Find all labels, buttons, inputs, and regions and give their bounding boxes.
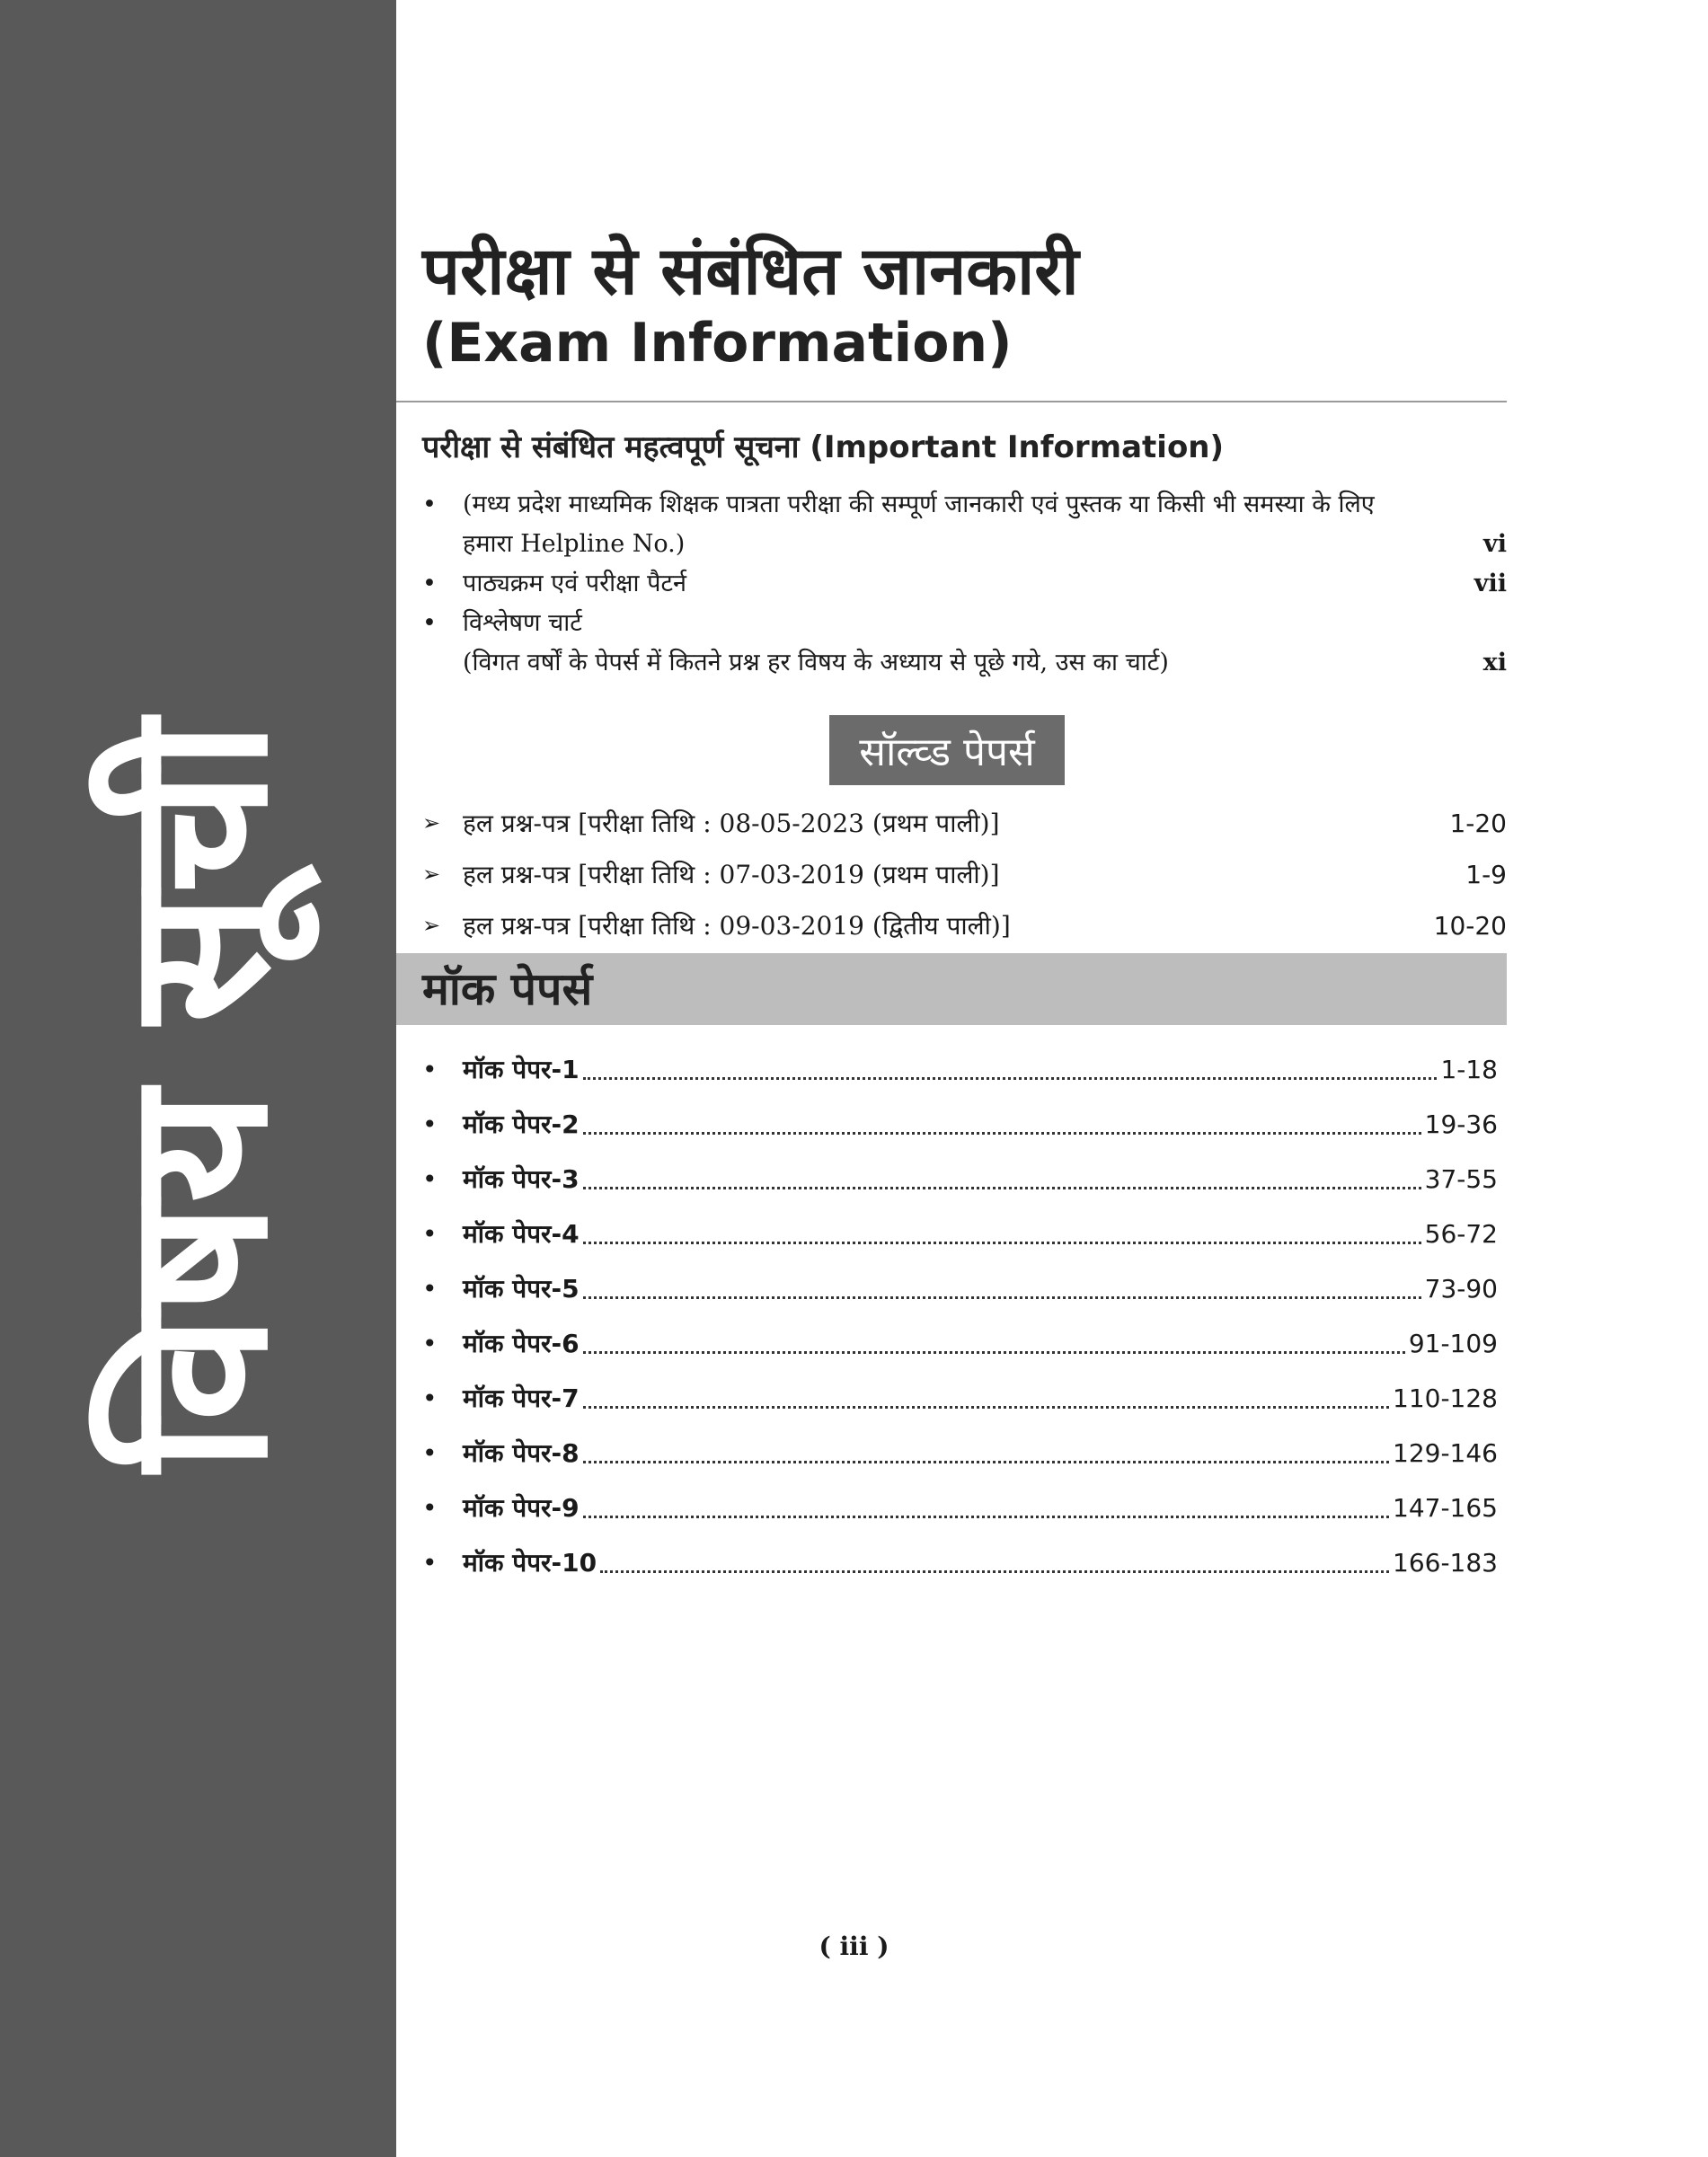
arrow-bullet-icon: ➢ bbox=[422, 913, 441, 938]
solved-papers-heading: सॉल्व्ड पेपर्स bbox=[829, 715, 1065, 785]
mock-paper-page: 37-55 bbox=[1424, 1164, 1498, 1194]
mock-paper-page: 73-90 bbox=[1424, 1274, 1498, 1304]
important-item-text: (मध्य प्रदेश माध्यमिक शिक्षक पात्रता परीक्षा की सम्पूर्ण जानकारी एवं पुस्तक या किसी भी समस्या के लिए हमारा Helpline No.) bbox=[463, 491, 1375, 558]
important-item-text: विश्लेषण चार्ट bbox=[463, 609, 582, 637]
solved-paper-page: 10-20 bbox=[1433, 911, 1507, 941]
important-list bbox=[422, 485, 1507, 683]
mock-paper-item[interactable] bbox=[422, 1535, 1498, 1590]
sidebar-band bbox=[0, 0, 396, 2157]
mock-paper-item[interactable] bbox=[422, 1371, 1498, 1426]
dot-leader bbox=[583, 1077, 1438, 1080]
important-item-text: पाठ्यक्रम एवं परीक्षा पैटर्न bbox=[463, 570, 687, 597]
bullet-icon: • bbox=[422, 491, 437, 518]
mock-paper-label: मॉक पेपर-6 bbox=[463, 1329, 580, 1358]
important-item-page: vi bbox=[1483, 530, 1507, 558]
bullet-icon: • bbox=[422, 1274, 438, 1304]
mock-paper-page: 129-146 bbox=[1393, 1438, 1498, 1468]
dot-leader bbox=[583, 1461, 1389, 1463]
important-item-text: (विगत वर्षों के पेपर्स में कितने प्रश्न हर विषय के अध्याय से पूछे गये, उस का चार्ट) bbox=[463, 649, 1169, 676]
mock-paper-label: मॉक पेपर-10 bbox=[463, 1548, 597, 1578]
mock-paper-label: मॉक पेपर-9 bbox=[463, 1493, 580, 1523]
page-title-english: (Exam Information) bbox=[422, 312, 1013, 375]
important-heading: परीक्षा से संबंधित महत्वपूर्ण सूचना (Important Information) bbox=[422, 429, 1225, 465]
sidebar-title: विषय सूची bbox=[84, 720, 311, 1472]
mock-paper-page: 147-165 bbox=[1393, 1493, 1498, 1523]
dot-leader bbox=[583, 1242, 1421, 1244]
solved-paper-item[interactable] bbox=[422, 849, 1507, 900]
solved-paper-title: हल प्रश्न-पत्र [परीक्षा तिथि : 07-03-2019 (प्रथम पाली)] bbox=[463, 860, 1000, 889]
dot-leader bbox=[583, 1516, 1389, 1518]
important-item bbox=[422, 564, 1507, 604]
mock-paper-item[interactable] bbox=[422, 1261, 1498, 1316]
mock-paper-item[interactable] bbox=[422, 1207, 1498, 1261]
bullet-icon: • bbox=[422, 1493, 438, 1523]
important-item-page: vii bbox=[1473, 570, 1507, 597]
bullet-icon: • bbox=[422, 1055, 438, 1084]
mock-paper-page: 19-36 bbox=[1424, 1109, 1498, 1139]
important-item bbox=[422, 643, 1507, 683]
mock-paper-item[interactable] bbox=[422, 1316, 1498, 1371]
arrow-bullet-icon: ➢ bbox=[422, 810, 441, 835]
solved-paper-title: हल प्रश्न-पत्र [परीक्षा तिथि : 09-03-2019 (द्वितीय पाली)] bbox=[463, 911, 1011, 941]
important-item-page: xi bbox=[1482, 649, 1507, 676]
bullet-icon: • bbox=[422, 1109, 438, 1139]
mock-paper-item[interactable] bbox=[422, 1481, 1498, 1535]
important-item bbox=[422, 485, 1507, 564]
solved-paper-item[interactable] bbox=[422, 900, 1507, 951]
bullet-icon: • bbox=[422, 1164, 438, 1194]
bullet-icon: • bbox=[422, 1383, 438, 1413]
arrow-bullet-icon: ➢ bbox=[422, 862, 441, 887]
mock-papers-heading: मॉक पेपर्स bbox=[422, 963, 593, 1015]
dot-leader bbox=[583, 1296, 1421, 1299]
mock-paper-label: मॉक पेपर-4 bbox=[463, 1219, 580, 1249]
important-item bbox=[422, 604, 1507, 643]
solved-paper-page: 1-9 bbox=[1465, 860, 1507, 889]
dot-leader bbox=[583, 1406, 1389, 1409]
mock-paper-item[interactable] bbox=[422, 1426, 1498, 1481]
mock-paper-page: 110-128 bbox=[1393, 1383, 1498, 1413]
mock-paper-page: 166-183 bbox=[1393, 1548, 1498, 1578]
dot-leader bbox=[583, 1132, 1421, 1135]
mock-paper-label: मॉक पेपर-1 bbox=[463, 1055, 580, 1084]
mock-paper-page: 1-18 bbox=[1440, 1055, 1498, 1084]
bullet-icon: • bbox=[422, 1329, 438, 1358]
mock-paper-label: मॉक पेपर-8 bbox=[463, 1438, 580, 1468]
mock-paper-page: 91-109 bbox=[1408, 1329, 1498, 1358]
mock-paper-label: मॉक पेपर-2 bbox=[463, 1109, 580, 1139]
page-number: ( iii ) bbox=[819, 1932, 889, 1961]
page-title-hindi: परीक्षा से संबंधित जानकारी bbox=[422, 233, 1079, 310]
mock-papers-list bbox=[422, 1042, 1498, 1590]
bullet-icon: • bbox=[422, 609, 437, 637]
mock-paper-label: मॉक पेपर-5 bbox=[463, 1274, 580, 1304]
dot-leader bbox=[583, 1187, 1421, 1189]
mock-paper-page: 56-72 bbox=[1424, 1219, 1498, 1249]
mock-paper-item[interactable] bbox=[422, 1042, 1498, 1097]
bullet-icon: • bbox=[422, 1438, 438, 1468]
bullet-icon: • bbox=[422, 1219, 438, 1249]
mock-paper-item[interactable] bbox=[422, 1152, 1498, 1207]
solved-paper-item[interactable] bbox=[422, 798, 1507, 849]
mock-paper-item[interactable] bbox=[422, 1097, 1498, 1152]
dot-leader bbox=[583, 1351, 1405, 1354]
bullet-icon: • bbox=[422, 570, 437, 597]
title-divider bbox=[396, 401, 1507, 402]
solved-papers-list bbox=[422, 798, 1507, 951]
mock-paper-label: मॉक पेपर-3 bbox=[463, 1164, 580, 1194]
dot-leader bbox=[600, 1570, 1389, 1573]
solved-paper-title: हल प्रश्न-पत्र [परीक्षा तिथि : 08-05-2023 (प्रथम पाली)] bbox=[463, 809, 1000, 838]
solved-paper-page: 1-20 bbox=[1449, 809, 1507, 838]
mock-paper-label: मॉक पेपर-7 bbox=[463, 1383, 580, 1413]
bullet-icon: • bbox=[422, 1548, 438, 1578]
